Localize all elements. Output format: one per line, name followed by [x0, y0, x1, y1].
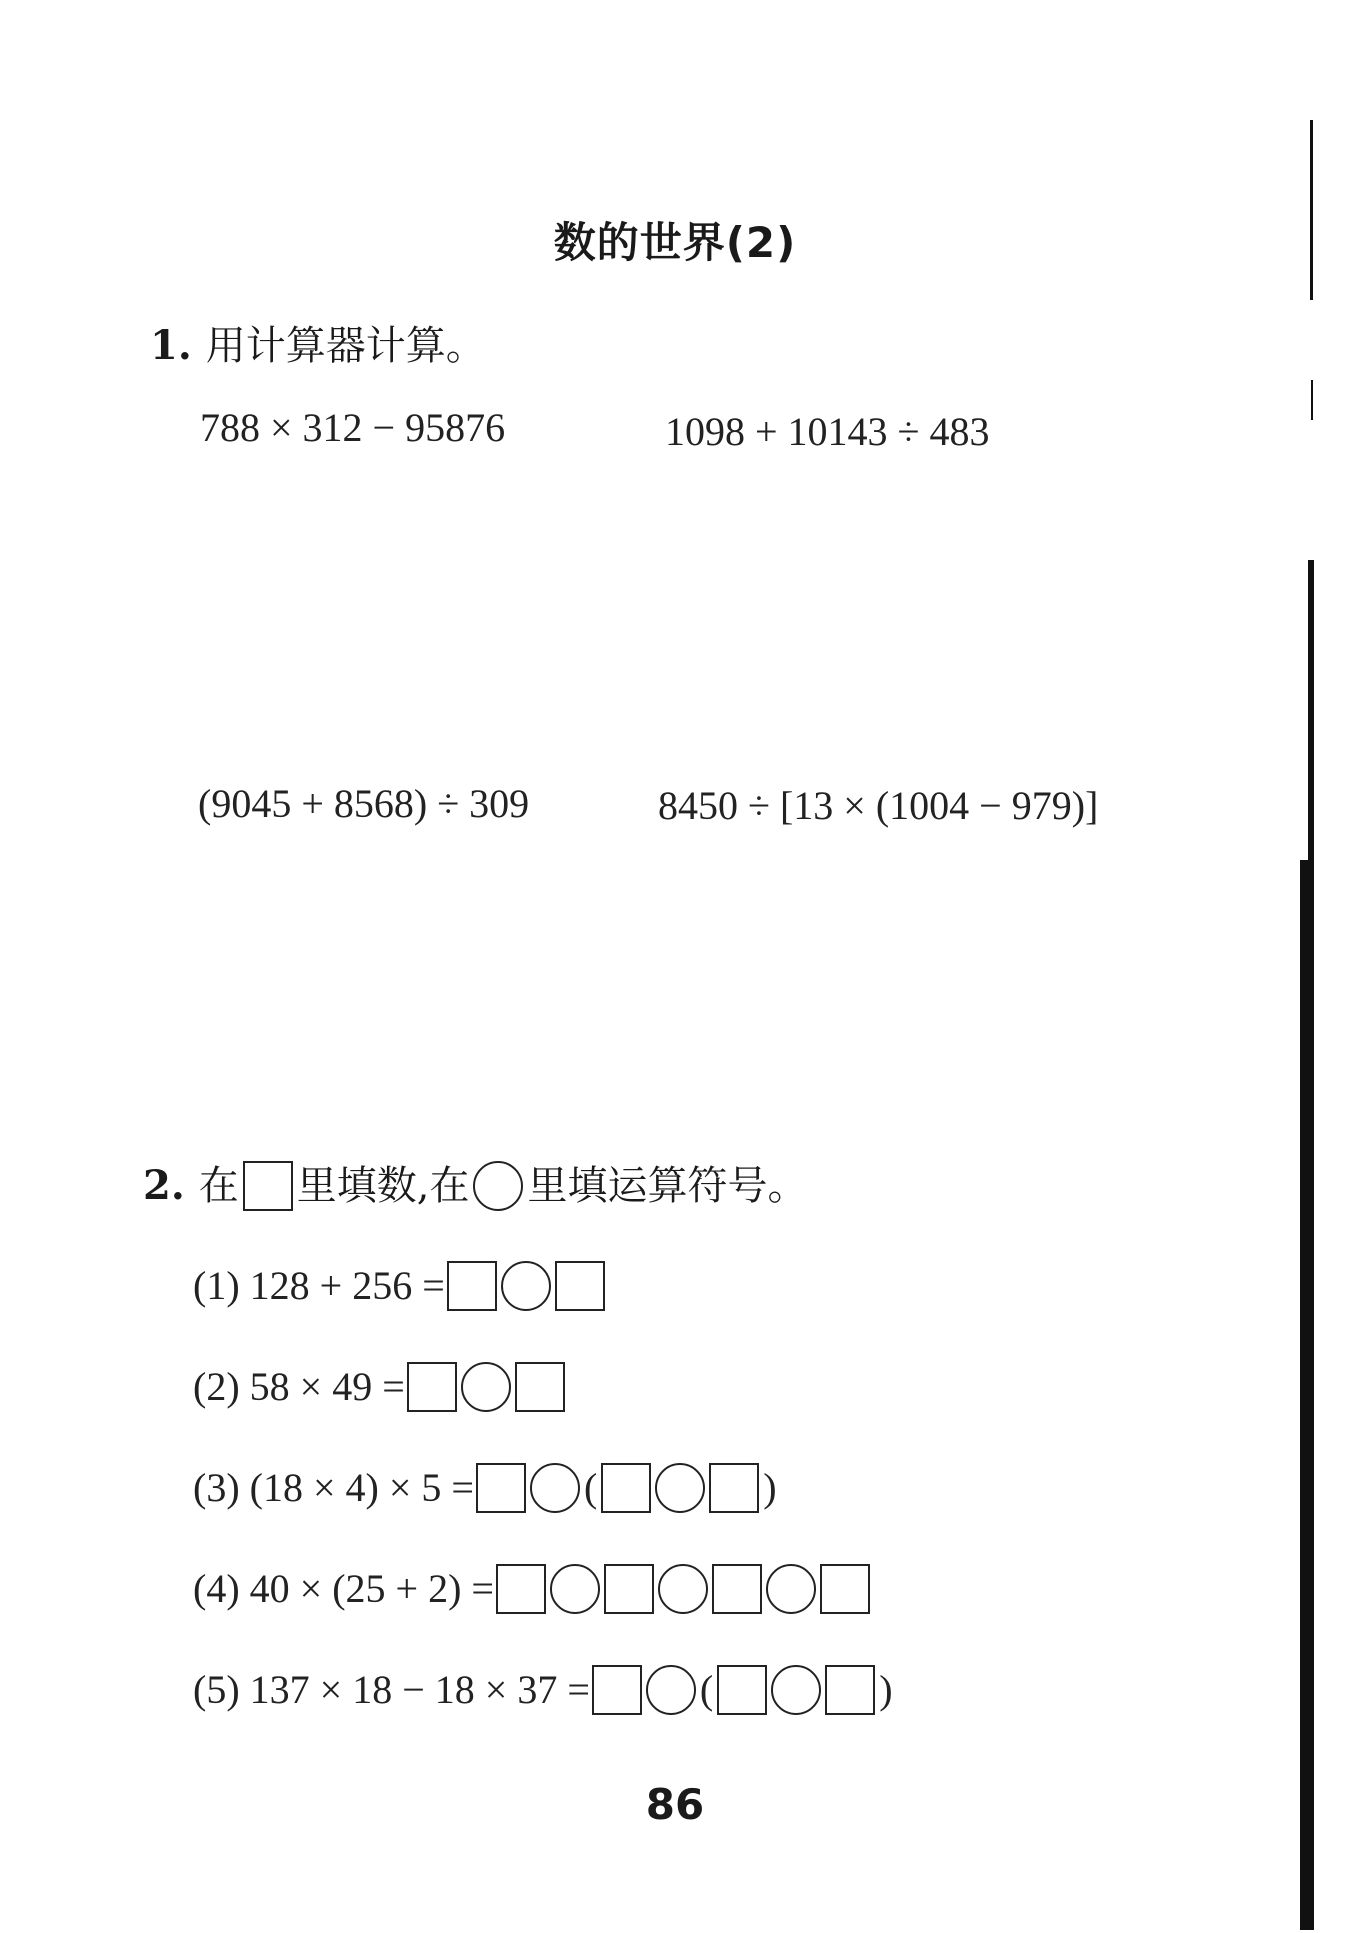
open-paren: ( [699, 1667, 714, 1712]
sub-question-expression: 128 + 256 = [249, 1263, 445, 1308]
answer-box[interactable] [515, 1362, 565, 1412]
sub-question-2 [193, 1357, 567, 1417]
sub-question-expression: 40 × (25 + 2) = [249, 1566, 494, 1611]
close-paren: ) [763, 1465, 777, 1510]
answer-box[interactable] [601, 1463, 651, 1513]
open-paren: ( [583, 1465, 598, 1510]
answer-box-icon [243, 1161, 293, 1211]
answer-box[interactable] [407, 1362, 457, 1412]
instruction-text: 在 [198, 1163, 239, 1209]
sub-question-1 [193, 1256, 607, 1316]
answer-box[interactable] [476, 1463, 526, 1513]
answer-box[interactable] [709, 1463, 759, 1513]
operator-circle[interactable] [771, 1665, 821, 1715]
sub-question-label: (3) [193, 1465, 240, 1510]
sub-question-expression: 137 × 18 − 18 × 37 = [249, 1667, 590, 1712]
page-title: 数的世界(2) [553, 218, 797, 267]
answer-box[interactable] [825, 1665, 875, 1715]
sub-question-label: (4) [193, 1566, 240, 1611]
question-1-heading [150, 318, 486, 374]
sub-question-label: (5) [193, 1667, 240, 1712]
answer-box[interactable] [604, 1564, 654, 1614]
question-number: 1. [150, 322, 192, 369]
operator-circle[interactable] [530, 1463, 580, 1513]
binding-edge-line [1311, 380, 1313, 420]
sub-question-3 [193, 1458, 779, 1518]
sub-question-expression: 58 × 49 = [249, 1364, 405, 1409]
question-instruction: 用计算器计算。 [205, 323, 486, 369]
sub-question-label: (2) [193, 1364, 240, 1409]
answer-box[interactable] [717, 1665, 767, 1715]
operator-circle[interactable] [550, 1564, 600, 1614]
answer-box[interactable] [496, 1564, 546, 1614]
operator-circle[interactable] [501, 1261, 551, 1311]
answer-box[interactable] [555, 1261, 605, 1311]
operator-circle[interactable] [658, 1564, 708, 1614]
expression-4: 8450 ÷ [13 × (1004 − 979)] [658, 783, 1099, 828]
sub-question-expression: (18 × 4) × 5 = [249, 1465, 474, 1510]
expression-2: 1098 + 10143 ÷ 483 [665, 409, 990, 454]
sub-question-5 [193, 1660, 895, 1720]
answer-box[interactable] [447, 1261, 497, 1311]
question-2-heading [143, 1158, 807, 1214]
operator-circle[interactable] [461, 1362, 511, 1412]
expression-3: (9045 + 8568) ÷ 309 [198, 781, 530, 826]
answer-box[interactable] [712, 1564, 762, 1614]
answer-box[interactable] [592, 1665, 642, 1715]
answer-box[interactable] [820, 1564, 870, 1614]
binding-edge-line [1308, 560, 1314, 860]
expression-1: 788 × 312 − 95876 [200, 405, 506, 450]
binding-edge-line [1300, 860, 1314, 1930]
operator-circle[interactable] [766, 1564, 816, 1614]
instruction-text: 里填运算符号。 [527, 1163, 808, 1209]
instruction-text: 里填数,在 [296, 1163, 470, 1209]
operator-circle-icon [473, 1161, 523, 1211]
operator-circle[interactable] [655, 1463, 705, 1513]
question-number: 2. [143, 1162, 185, 1209]
sub-question-4 [193, 1559, 872, 1619]
sub-question-label: (1) [193, 1263, 240, 1308]
operator-circle[interactable] [646, 1665, 696, 1715]
close-paren: ) [879, 1667, 893, 1712]
page-number: 86 [645, 1780, 705, 1829]
